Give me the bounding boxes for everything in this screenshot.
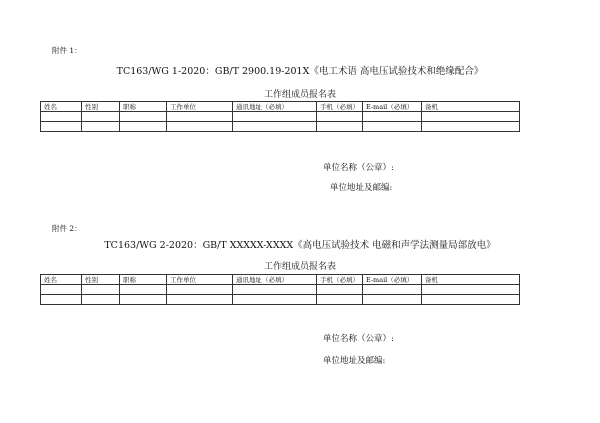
table-cell[interactable] [422,112,520,122]
table-cell[interactable] [167,122,233,132]
table-cell[interactable] [120,112,167,122]
table-cell[interactable] [233,122,317,132]
table-cell[interactable] [82,285,120,295]
annex-2-document-title: TC163/WG 2-2020：GB/T XXXXX-XXXX《高电压试验技术 电磁和声学法测量局部放电》 [104,240,496,251]
table-cell[interactable] [422,122,520,132]
table-cell[interactable] [363,285,422,295]
table-cell[interactable] [41,295,82,305]
table-cell[interactable] [363,112,422,122]
column-header-employer: 工作单位 [167,102,233,112]
column-header-gender: 性别 [82,102,120,112]
table-cell[interactable] [317,295,363,305]
table-cell[interactable] [233,285,317,295]
table-cell[interactable] [120,285,167,295]
column-header-name: 姓名 [41,102,82,112]
column-header-employer: 工作单位 [167,275,233,285]
table-cell[interactable] [41,112,82,122]
table-row [41,285,520,295]
table-header-row [41,275,520,285]
table-cell[interactable] [317,285,363,295]
table-cell[interactable] [120,122,167,132]
column-header-mobile: 手机（必填） [317,275,363,285]
table-header-row [41,102,520,112]
annex-1-document-title: TC163/WG 1-2020：GB/T 2900.19-201X《电工术语 高电压试验技术和绝缘配合》 [116,66,484,77]
table-cell[interactable] [82,122,120,132]
annex-1-address-label: 单位地址及邮编: [330,183,393,193]
annex-2-section [0,211,600,423]
annex-1-section [0,0,600,211]
column-header-email: E-mail（必填） [363,102,422,112]
table-cell[interactable] [422,285,520,295]
table-row [41,295,520,305]
table-row [41,112,520,122]
annex-2-form-title: 工作组成员报名表 [263,262,336,272]
table-cell[interactable] [422,295,520,305]
column-header-mobile: 手机（必填） [317,102,363,112]
column-header-title: 职称 [120,275,167,285]
table-cell[interactable] [363,122,422,132]
table-cell[interactable] [82,295,120,305]
column-header-email: E-mail（必填） [363,275,422,285]
annex-1-label: 附件 1： [52,46,82,55]
table-cell[interactable] [167,285,233,295]
column-header-address: 通讯地址（必填） [233,275,317,285]
table-cell[interactable] [82,112,120,122]
column-header-name: 姓名 [41,275,82,285]
table-cell[interactable] [317,122,363,132]
table-cell[interactable] [41,285,82,295]
column-header-remarks: 备机 [422,275,520,285]
annex-2-label: 附件 2： [52,224,82,233]
table-cell[interactable] [233,295,317,305]
column-header-title: 职称 [120,102,167,112]
table-cell[interactable] [363,295,422,305]
table-cell[interactable] [233,112,317,122]
table-cell[interactable] [120,295,167,305]
annex-2-seal-label: 单位名称（公章）: [323,334,394,344]
table-cell[interactable] [167,295,233,305]
table-cell[interactable] [41,122,82,132]
table-row [41,122,520,132]
column-header-remarks: 备机 [422,102,520,112]
annex-2-registration-table [40,274,520,305]
table-cell[interactable] [167,112,233,122]
annex-1-seal-label: 单位名称（公章）: [323,163,394,173]
column-header-address: 通讯地址（必填） [233,102,317,112]
annex-1-form-title: 工作组成员报名表 [263,90,336,100]
table-cell[interactable] [317,112,363,122]
column-header-gender: 性别 [82,275,120,285]
annex-2-address-label: 单位地址及邮编: [323,356,386,366]
annex-1-registration-table [40,101,520,132]
